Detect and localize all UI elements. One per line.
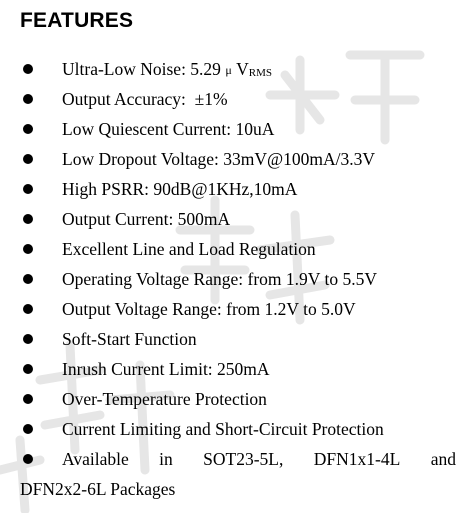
- bullet-icon: [23, 364, 33, 374]
- feature-item-operating-voltage: [0, 264, 468, 294]
- feature-item-output-current: [0, 204, 468, 234]
- bullet-icon: [23, 184, 33, 194]
- feature-item-packages: [0, 444, 468, 504]
- feature-item-psrr: [0, 174, 468, 204]
- feature-text: Output Current: 500mA: [62, 209, 231, 229]
- bullet-icon: [23, 274, 33, 284]
- feature-item-accuracy: [0, 84, 468, 114]
- feature-item-over-temp: [0, 384, 468, 414]
- bullet-icon: [23, 214, 33, 224]
- feature-item-quiescent: [0, 114, 468, 144]
- feature-text: Low Dropout Voltage: 33mV@100mA/3.3V: [62, 149, 375, 169]
- packages-word: and: [430, 449, 456, 469]
- packages-word: Available: [62, 449, 129, 469]
- feature-item-regulation: [0, 234, 468, 264]
- bullet-icon: [23, 244, 33, 254]
- unit-v: V: [231, 59, 249, 79]
- bullet-icon: [23, 334, 33, 344]
- packages-word: SOT23-5L,: [203, 449, 284, 469]
- bullet-icon: [23, 454, 33, 464]
- feature-item-soft-start: [0, 324, 468, 354]
- packages-first-line: [62, 444, 456, 474]
- feature-item-output-voltage: [0, 294, 468, 324]
- feature-item-noise: [0, 54, 468, 84]
- bullet-icon: [23, 154, 33, 164]
- feature-item-current-limit: [0, 414, 468, 444]
- feature-item-inrush: [0, 354, 468, 384]
- bullet-icon: [23, 124, 33, 134]
- features-heading: FEATURES: [20, 9, 134, 32]
- feature-text: Excellent Line and Load Regulation: [62, 239, 316, 259]
- bullet-icon: [23, 394, 33, 404]
- bullet-icon: [23, 94, 33, 104]
- packages-word: DFN1x1-4L: [313, 449, 401, 469]
- feature-item-dropout: [0, 144, 468, 174]
- feature-text: Low Quiescent Current: 10uA: [62, 119, 275, 139]
- feature-text: Over-Temperature Protection: [62, 389, 267, 409]
- feature-text: [62, 54, 272, 88]
- features-list: [0, 54, 468, 504]
- micro-symbol: μ: [225, 63, 232, 77]
- noise-value: Ultra-Low Noise: 5.29: [62, 59, 226, 79]
- feature-text: High PSRR: 90dB@1KHz,10mA: [62, 179, 298, 199]
- feature-text: Operating Voltage Range: from 1.9V to 5.5V: [62, 269, 377, 289]
- packages-continuation: DFN2x2-6L Packages: [20, 479, 176, 499]
- feature-text: Inrush Current Limit: 250mA: [62, 359, 270, 379]
- feature-text: Output Voltage Range: from 1.2V to 5.0V: [62, 299, 356, 319]
- bullet-icon: [23, 304, 33, 314]
- unit-subscript: RMS: [248, 67, 273, 79]
- feature-text: Output Accuracy: ±1%: [62, 89, 228, 109]
- bullet-icon: [23, 64, 33, 74]
- feature-text: Soft-Start Function: [62, 329, 197, 349]
- feature-text: Current Limiting and Short-Circuit Protection: [62, 419, 384, 439]
- packages-word: in: [159, 449, 173, 469]
- bullet-icon: [23, 424, 33, 434]
